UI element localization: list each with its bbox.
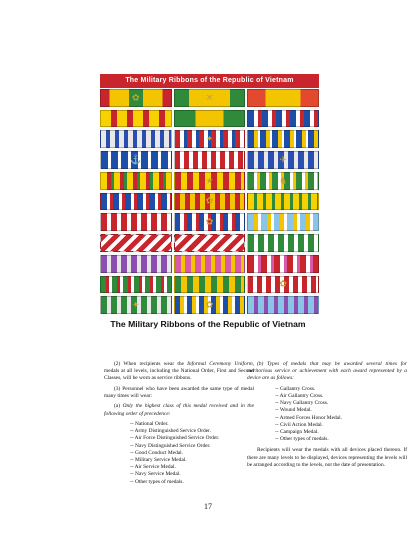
- figure-caption: The Military Ribbons of the Republic of Vietnam: [110, 319, 306, 329]
- ribbon-bar: [174, 130, 246, 148]
- ribbon-bar: [174, 276, 246, 294]
- ribbon-bar: [247, 255, 319, 273]
- left-column: [104, 361, 254, 490]
- ribbon-device-icon: ✦: [205, 133, 214, 144]
- ribbon-bar: [100, 276, 172, 294]
- list-item: -- Military Service Medal.: [130, 457, 187, 463]
- ribbon-bar: [174, 213, 246, 231]
- ribbon-bar: [247, 172, 319, 190]
- ribbon-bar: [174, 193, 246, 211]
- ribbon-bar: [100, 89, 172, 107]
- list-item: -- Navy Service Medal.: [130, 471, 181, 478]
- ribbon-bar: [174, 110, 246, 128]
- ribbon-bar: [100, 130, 172, 148]
- repeat-awards-list: [247, 386, 407, 444]
- list-item: -- Air Gallantry Cross.: [275, 393, 324, 399]
- paragraph-devices: Recipients will wear the medals with all devices placed thereon. If there are many levels to be displayed, devices representing the levels will be arranged according to the levels, not the date of presentation.: [247, 447, 407, 468]
- right-column: [247, 361, 407, 472]
- ribbon-bar: [174, 296, 246, 314]
- ribbon-device-icon: ✦: [132, 299, 140, 310]
- page-number: 17: [204, 502, 212, 511]
- ribbon-bar: [247, 296, 319, 314]
- list-item: -- Navy Gallantry Cross.: [275, 400, 329, 407]
- list-item: -- Gallantry Cross.: [275, 385, 316, 392]
- paragraph-highest-class: (a) Only the highest class of this medal received and in the following order of precedence:: [104, 403, 254, 417]
- list-item: -- Armed Forces Honor Medal.: [275, 414, 342, 421]
- ribbon-bar: [247, 110, 319, 128]
- list-item: -- Other types of medals.: [275, 436, 329, 443]
- paragraph-repeat-awards: (b) Types of medals that may be awarded several times for meritorious service or achievement with each award represented by a device are as follows:: [247, 361, 407, 382]
- ribbon-bar: [247, 213, 319, 231]
- ribbon-bar: [100, 234, 172, 252]
- ribbon-bar: [174, 151, 246, 169]
- list-item: -- Other types of medals.: [130, 478, 184, 485]
- list-item: -- Army Distinguished Service Order.: [130, 428, 211, 435]
- ribbon-device-icon: ⚓: [130, 154, 142, 165]
- ribbon-bar: [174, 89, 246, 107]
- ribbon-bar: [100, 193, 172, 211]
- list-item: -- Air Force Distinguished Service Order.: [130, 435, 220, 442]
- ribbon-bar: [247, 130, 319, 148]
- ribbon-device-icon: ✿: [205, 195, 214, 206]
- ribbon-device-icon: ✿: [205, 299, 214, 310]
- list-item: -- Air Service Medal.: [130, 464, 176, 471]
- ribbon-bar: [100, 296, 172, 314]
- list-item: -- Wound Medal.: [275, 407, 312, 414]
- ribbon-device-icon: ★: [205, 175, 214, 186]
- ribbon-bar: [100, 110, 172, 128]
- ribbon-bar: [247, 234, 319, 252]
- paragraph-informal-uniform: (2) When recipients wear the Informal Ceremony Uniform, medals at all levels, including the National Order, First and Second Classes, will be worn as service ribbons.: [104, 361, 254, 382]
- list-item: -- National Order.: [130, 420, 169, 427]
- list-item: -- Campaign Medal.: [275, 429, 319, 436]
- ribbon-device-icon: ✿: [132, 92, 140, 103]
- ribbon-device-icon: ✿: [279, 278, 287, 289]
- precedence-list: [104, 421, 254, 486]
- plate-banner: The Military Ribbons of the Republic of Vietnam: [100, 74, 319, 88]
- list-item: -- Navy Distinguished Service Order.: [130, 442, 211, 449]
- ribbon-bar: [174, 255, 246, 273]
- ribbon-device-icon: ✈: [279, 154, 287, 165]
- paragraph-same-medal: (3) Personnel who have been awarded the same type of medal many times will wear:: [104, 385, 254, 399]
- ribbon-bar: [174, 172, 246, 190]
- ribbon-bar: [174, 234, 246, 252]
- ribbon-bar: [100, 151, 172, 169]
- ribbon-bar: [247, 89, 319, 107]
- ribbon-device-icon: ✿: [205, 216, 214, 227]
- ribbon-grid: [100, 89, 319, 314]
- list-item: -- Civil Action Medal.: [275, 421, 323, 428]
- ribbon-device-icon: ♞: [279, 175, 288, 186]
- ribbon-bar: [247, 276, 319, 294]
- list-item: -- Good Conduct Medal.: [130, 449, 183, 456]
- ribbon-bar: [100, 213, 172, 231]
- ribbon-bar: [100, 172, 172, 190]
- ribbon-device-icon: ✕: [205, 92, 214, 103]
- ribbon-bar: [100, 255, 172, 273]
- ribbon-plate: [100, 74, 319, 314]
- ribbon-bar: [247, 193, 319, 211]
- ribbon-bar: [247, 151, 319, 169]
